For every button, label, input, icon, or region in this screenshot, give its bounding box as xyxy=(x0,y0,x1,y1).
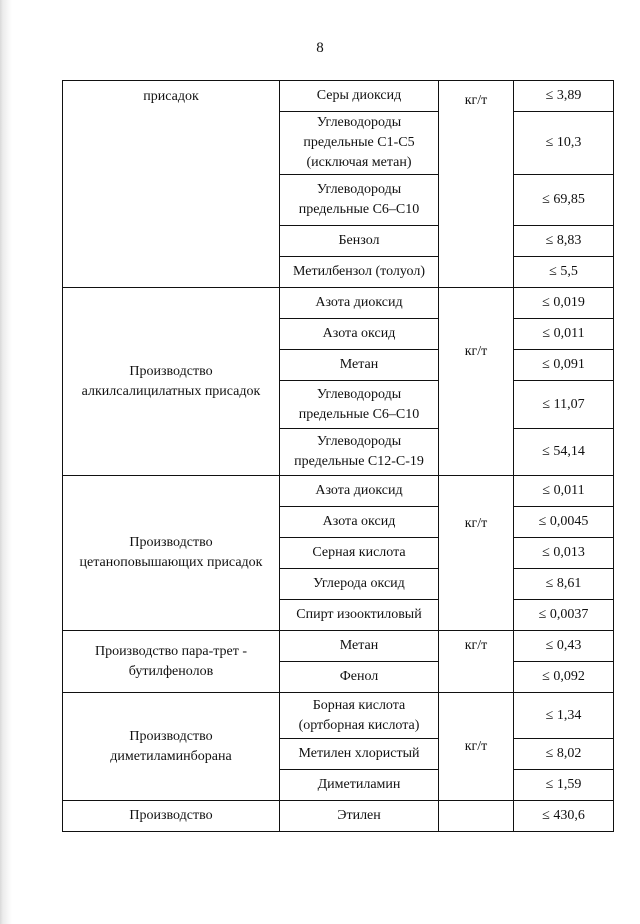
substance-cell: Углерода оксид xyxy=(280,569,439,600)
unit-cell: кг/т xyxy=(439,631,514,693)
production-name: Производство цетаноповышающих присадок xyxy=(63,476,280,631)
value-cell: ≤ 0,011 xyxy=(514,476,614,507)
substance-cell: Метан xyxy=(280,350,439,381)
substance-cell: Углеводороды предельные С12-С-19 xyxy=(280,429,439,476)
unit-cell: кг/т xyxy=(439,81,514,288)
page-edge-shadow xyxy=(0,0,12,924)
value-cell: ≤ 1,59 xyxy=(514,770,614,801)
substance-cell: Метан xyxy=(280,631,439,662)
production-name: Производство диметиламинборана xyxy=(63,693,280,801)
substance-cell: Борная кислота (ортборная кислота) xyxy=(280,693,439,739)
substance-cell: Фенол xyxy=(280,662,439,693)
value-cell: ≤ 430,6 xyxy=(514,801,614,832)
value-cell: ≤ 0,43 xyxy=(514,631,614,662)
substance-cell: Этилен xyxy=(280,801,439,832)
substance-cell: Метилен хлористый xyxy=(280,739,439,770)
value-cell: ≤ 8,61 xyxy=(514,569,614,600)
production-name: Производство алкилсалицилатных присадок xyxy=(63,288,280,476)
value-cell: ≤ 54,14 xyxy=(514,429,614,476)
production-name: Производство пара-трет - бутилфенолов xyxy=(63,631,280,693)
value-cell: ≤ 10,3 xyxy=(514,112,614,175)
value-cell: ≤ 8,02 xyxy=(514,739,614,770)
value-cell: ≤ 1,34 xyxy=(514,693,614,739)
unit-cell xyxy=(439,801,514,832)
value-cell: ≤ 0,0037 xyxy=(514,600,614,631)
value-cell: ≤ 11,07 xyxy=(514,381,614,429)
table-row xyxy=(63,476,614,507)
substance-cell: Диметиламин xyxy=(280,770,439,801)
table-row xyxy=(63,81,614,112)
value-cell: ≤ 0,0045 xyxy=(514,507,614,538)
value-cell: ≤ 0,019 xyxy=(514,288,614,319)
value-cell: ≤ 0,092 xyxy=(514,662,614,693)
value-cell: ≤ 5,5 xyxy=(514,257,614,288)
value-cell: ≤ 69,85 xyxy=(514,175,614,226)
production-name: присадок xyxy=(63,81,280,288)
table-row xyxy=(63,801,614,832)
substance-cell: Спирт изооктиловый xyxy=(280,600,439,631)
value-cell: ≤ 0,091 xyxy=(514,350,614,381)
table-row xyxy=(63,631,614,662)
table-row xyxy=(63,693,614,739)
substance-cell: Углеводороды предельные С6–С10 xyxy=(280,175,439,226)
value-cell: ≤ 0,011 xyxy=(514,319,614,350)
substance-cell: Метилбензол (толуол) xyxy=(280,257,439,288)
value-cell: ≤ 0,013 xyxy=(514,538,614,569)
emissions-table xyxy=(62,80,614,832)
value-cell: ≤ 8,83 xyxy=(514,226,614,257)
unit-cell: кг/т xyxy=(439,693,514,801)
substance-cell: Серная кислота xyxy=(280,538,439,569)
substance-cell: Азота диоксид xyxy=(280,476,439,507)
unit-cell: кг/т xyxy=(439,288,514,476)
substance-cell: Азота оксид xyxy=(280,319,439,350)
substance-cell: Углеводороды предельные С6–С10 xyxy=(280,381,439,429)
substance-cell: Азота оксид xyxy=(280,507,439,538)
substance-cell: Серы диоксид xyxy=(280,81,439,112)
substance-cell: Азота диоксид xyxy=(280,288,439,319)
production-name: Производство xyxy=(63,801,280,832)
substance-cell: Углеводороды предельные С1-С5 (исключая метан) xyxy=(280,112,439,175)
table-row xyxy=(63,288,614,319)
page-number: 8 xyxy=(316,40,324,56)
substance-cell: Бензол xyxy=(280,226,439,257)
unit-cell: кг/т xyxy=(439,476,514,631)
value-cell: ≤ 3,89 xyxy=(514,81,614,112)
